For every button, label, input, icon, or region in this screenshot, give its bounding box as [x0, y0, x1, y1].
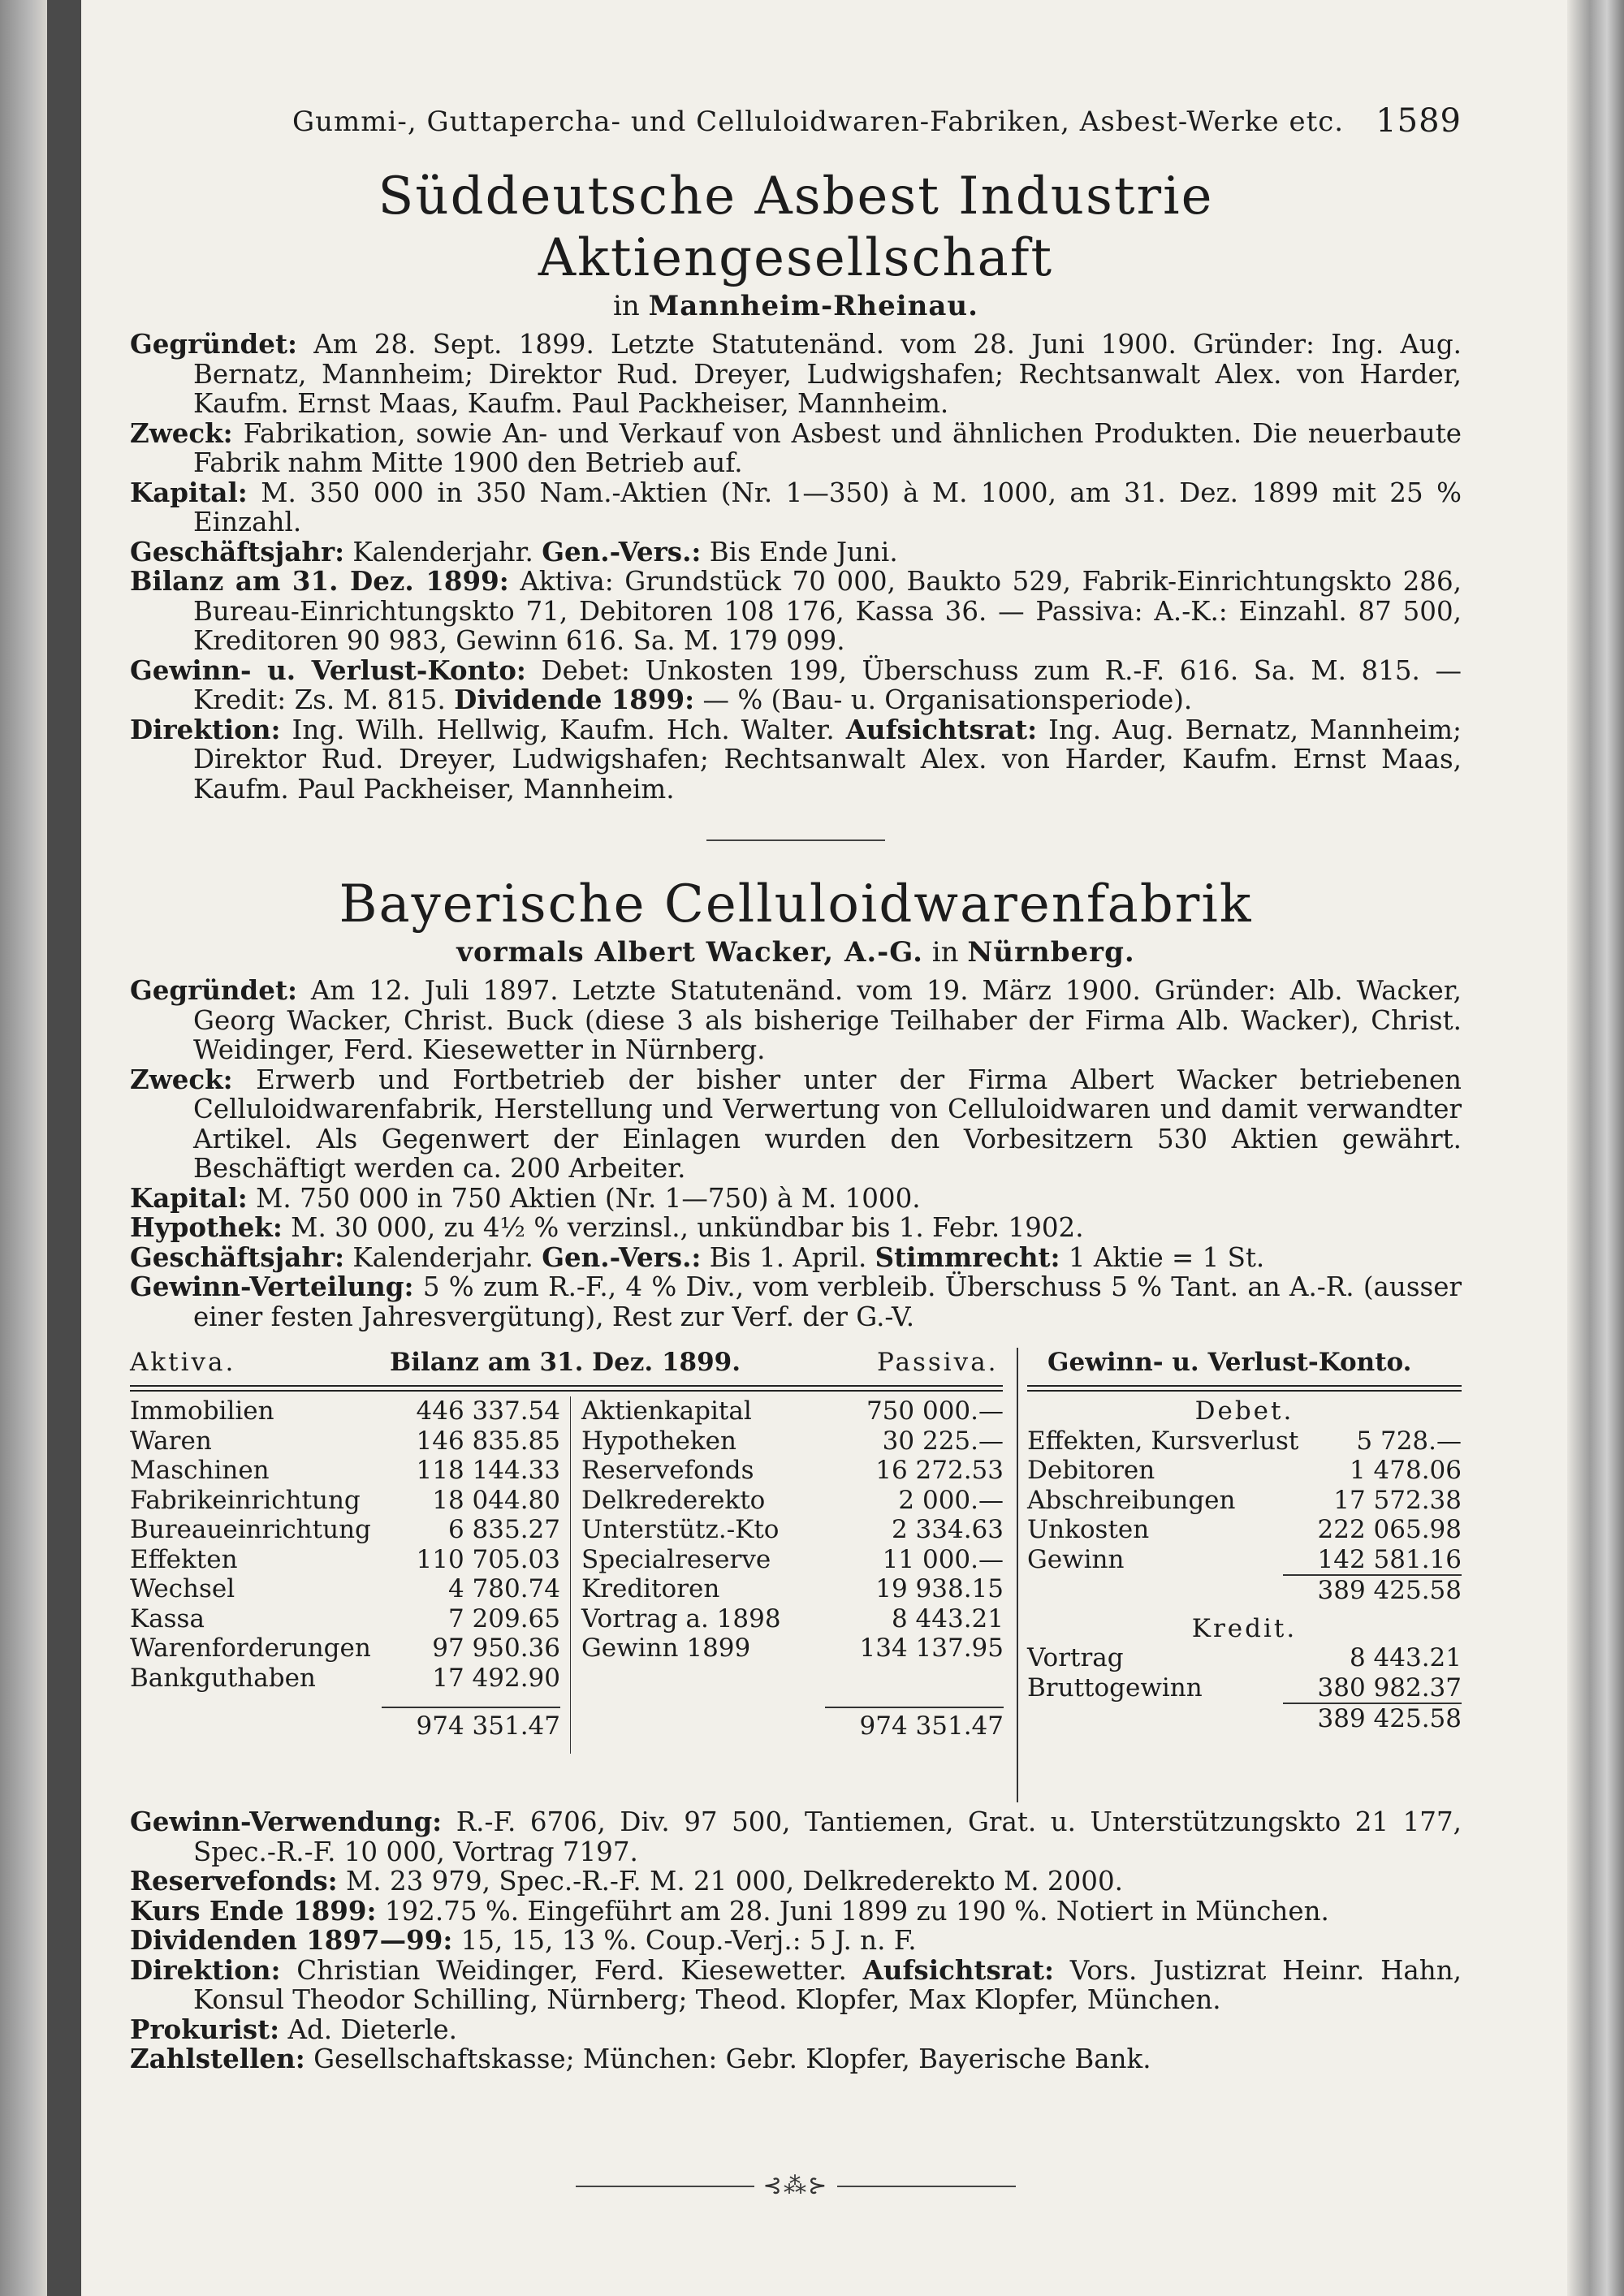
- passiva-row-label: Gewinn 1899: [581, 1634, 751, 1663]
- aktiva-label: Aktiva.: [130, 1348, 236, 1377]
- debet-row-value: 17 572.38: [1333, 1485, 1462, 1515]
- debet-row-label: Gewinn: [1027, 1544, 1125, 1574]
- binding-shadow-right: [1567, 0, 1624, 2296]
- passiva-row-value: 750 000.—: [866, 1396, 1004, 1426]
- aktiva-row: [130, 1456, 560, 1486]
- passiva-total: 974 351.47: [859, 1711, 1004, 1741]
- passiva-row-value: 19 938.15: [875, 1574, 1004, 1603]
- debet-row: [1027, 1456, 1462, 1486]
- entry-geschaeftsjahr: Geschäftsjahr: Kalenderjahr. Gen.-Vers.: Bis Ende Juni.: [130, 535, 898, 568]
- debet-row-value: 5 728.—: [1356, 1426, 1462, 1456]
- gv-column: [1027, 1396, 1462, 1734]
- running-header: [130, 97, 1462, 146]
- kredit-label: Kredit.: [1191, 1613, 1298, 1643]
- aktiva-row-label: Wechsel: [130, 1574, 235, 1603]
- balance-header: [130, 1348, 1462, 1380]
- passiva-row-label: Delkrederekto: [581, 1485, 766, 1515]
- entry-kapital: Kapital: M. 350 000 in 350 Nam.-Aktien (Nr. 1—350) à M. 1000, am 31. Dez. 1899 mit 25 % Einzahl.: [130, 476, 1462, 537]
- debet-row-label: Effekten, Kursverlust: [1027, 1426, 1299, 1456]
- aktiva-row-value: 146 835.85: [416, 1426, 560, 1456]
- company1-location: in Mannheim-Rheinau.: [613, 290, 978, 322]
- debet-row: [1027, 1486, 1462, 1516]
- passiva-row-label: Unterstütz.-Kto: [581, 1515, 780, 1544]
- passiva-row: [581, 1545, 1004, 1575]
- binding-shadow-left: [0, 0, 50, 2296]
- aktiva-row: [130, 1396, 560, 1426]
- entry-kurs: Kurs Ende 1899: 192.75 %. Eingeführt am 28. Juni 1899 zu 190 %. Notiert in München.: [130, 1894, 1329, 1927]
- end-ornament: ⊰⁂⊱: [130, 2172, 1462, 2199]
- aktiva-row-label: Maschinen: [130, 1456, 270, 1485]
- passiva-total-row: [581, 1711, 1004, 1741]
- company2-entries: [130, 976, 1462, 1331]
- aktiva-row-value: 6 835.27: [447, 1515, 560, 1544]
- aktiva-row: [130, 1604, 560, 1634]
- passiva-row: [581, 1604, 1004, 1634]
- aktiva-row-label: Effekten: [130, 1544, 238, 1574]
- passiva-row: [581, 1515, 1004, 1545]
- aktiva-row: [130, 1574, 560, 1604]
- aktiva-row: [130, 1634, 560, 1664]
- aktiva-row-value: 4 780.74: [447, 1574, 560, 1603]
- aktiva-row-value: 97 950.36: [432, 1634, 560, 1663]
- company2-title: Bayerische Celluloidwarenfabrik: [339, 874, 1253, 934]
- debet-row: [1027, 1426, 1462, 1457]
- aktiva-row-label: Fabrikeinrichtung: [130, 1485, 361, 1515]
- passiva-row: [581, 1426, 1004, 1457]
- aktiva-row: [130, 1426, 560, 1457]
- entry-prokurist: Prokurist: Ad. Dieterle.: [130, 2013, 457, 2045]
- entry-reservefonds: Reservefonds: M. 23 979, Spec.-R.-F. M. 21 000, Delkrederekto M. 2000.: [130, 1865, 1123, 1897]
- entry-direktion: Direktion: Christian Weidinger, Ferd. Kiesewetter. Aufsichtsrat: Vors. Justizrat Heinr. Hahn, Konsul Theodor Schilling, Nürnberg; Theod. Klopfer, Max Klopfer, München.: [130, 1953, 1462, 2015]
- aktiva-row: [130, 1515, 560, 1545]
- passiva-row-label: Specialreserve: [581, 1544, 771, 1574]
- entry-gewinn-verteilung: Gewinn-Verteilung: 5 % zum R.-F., 4 % Div., vom verbleib. Überschuss 5 % Tant. an A.-R. (ausser einer festen Jahresvergütung), Rest zur Verf. der G.-V.: [130, 1271, 1462, 1332]
- entry-gewinn-verwendung: Gewinn-Verwendung: R.-F. 6706, Div. 97 500, Tantiemen, Grat. u. Unterstützungskto 21 177, Spec.-R.-F. 10 000, Vortrag 7197.: [130, 1806, 1462, 1867]
- debet-label: Debet.: [1194, 1396, 1294, 1426]
- aktiva-row-label: Immobilien: [130, 1396, 274, 1426]
- passiva-row-label: Kreditoren: [581, 1574, 720, 1603]
- debet-total: 389 425.58: [1317, 1576, 1462, 1605]
- kredit-total: 389 425.58: [1317, 1704, 1462, 1733]
- aktiva-row-label: Bureaueinrichtung: [130, 1515, 371, 1544]
- aktiva-column: [130, 1396, 560, 1693]
- entry-zweck: Zweck: Erwerb und Fortbetrieb der bisher unter der Firma Albert Wacker betriebenen Celluloidwarenfabrik, Herstellung und Verwertung von Celluloidwaren und damit verwandter Artikel. Als Gegenwert der Einlagen wurden den Vorbesitzern 530 Aktien gewährt. Beschäftigt werden ca. 200 Arbeiter.: [130, 1063, 1462, 1184]
- passiva-row: [581, 1634, 1004, 1664]
- entry-dividenden: Dividenden 1897—99: 15, 15, 13 %. Coup.-Verj.: 5 J. n. F.: [130, 1924, 917, 1956]
- column-separator: [570, 1396, 571, 1754]
- debet-row-label: Abschreibungen: [1027, 1485, 1236, 1515]
- kredit-row-value: 8 443.21: [1349, 1643, 1462, 1672]
- aktiva-row-value: 118 144.33: [416, 1456, 560, 1485]
- entry-direktion: Direktion: Ing. Wilh. Hellwig, Kaufm. Hch. Walter. Aufsichtsrat: Ing. Aug. Bernatz, Mannheim; Direktor Rud. Dreyer, Ludwigshafen; Rechtsanwalt Alex. von Harder, Kaufm. Ernst Maas, Kaufm. Paul Packheiser, Mannheim.: [130, 713, 1462, 805]
- passiva-row: [581, 1456, 1004, 1486]
- entry-hypothek: Hypothek: M. 30 000, zu 4½ % verzinsl., unkündbar bis 1. Febr. 1902.: [130, 1211, 1084, 1243]
- aktiva-row-value: 17 492.90: [432, 1663, 560, 1693]
- entry-zweck: Zweck: Fabrikation, sowie An- und Verkauf von Asbest und ähnlichen Produkten. Die neuerbaute Fabrik nahm Mitte 1900 den Betrieb auf.: [130, 416, 1462, 478]
- passiva-row-label: Aktienkapital: [581, 1396, 752, 1426]
- passiva-row: [581, 1486, 1004, 1516]
- passiva-row-label: Reservefonds: [581, 1456, 754, 1485]
- aktiva-row-value: 7 209.65: [447, 1603, 560, 1634]
- debet-row: [1027, 1545, 1462, 1575]
- company1-title: Süddeutsche Asbest Industrie Aktiengesellschaft: [378, 166, 1214, 288]
- entry-geschaeftsjahr: Geschäftsjahr: Kalenderjahr. Gen.-Vers.: Bis 1. April. Stimmrecht: 1 Aktie = 1 St.: [130, 1241, 1265, 1273]
- aktiva-row-label: Bankguthaben: [130, 1663, 316, 1693]
- balance-table: [130, 1348, 1462, 1802]
- passiva-row: [581, 1574, 1004, 1604]
- aktiva-row-label: Warenforderungen: [130, 1634, 371, 1663]
- debet-row-label: Unkosten: [1027, 1515, 1150, 1544]
- debet-row-label: Debitoren: [1027, 1456, 1155, 1485]
- entry-gegruendet: Gegründet: Am 12. Juli 1897. Letzte Statutenänd. vom 19. März 1900. Gründer: Alb. Wacker, Georg Wacker, Christ. Buck (diese 3 als bisherige Teilhaber der Firma Alb. Wacker), Christ. Weidinger, Ferd. Kiesewetter in Nürnberg.: [130, 974, 1462, 1065]
- aktiva-row-value: 446 337.54: [416, 1396, 560, 1426]
- aktiva-row-label: Waren: [130, 1426, 212, 1456]
- debet-row-value: 1 478.06: [1349, 1456, 1462, 1485]
- passiva-row: [581, 1396, 1004, 1426]
- aktiva-total: 974 351.47: [416, 1711, 560, 1741]
- passiva-row-value: 11 000.—: [882, 1544, 1004, 1574]
- company1-entries: [130, 330, 1462, 804]
- company2-entries-after: [130, 1807, 1462, 2074]
- entry-gegruendet: Gegründet: Am 28. Sept. 1899. Letzte Statutenänd. vom 28. Juni 1900. Gründer: Ing. Aug. Bernatz, Mannheim; Direktor Rud. Dreyer, Ludwigshafen; Rechtsanwalt Alex. von Harder, Kaufm. Ernst Maas, Kaufm. Paul Packheiser, Mannheim.: [130, 328, 1462, 419]
- aktiva-row-value: 18 044.80: [432, 1485, 560, 1515]
- passiva-column: [581, 1396, 1004, 1664]
- passiva-row-value: 134 137.95: [859, 1634, 1004, 1663]
- aktiva-total-row: [130, 1711, 560, 1741]
- aktiva-row: [130, 1486, 560, 1516]
- passiva-row-value: 2 334.63: [891, 1515, 1004, 1544]
- balance-title: Bilanz am 31. Dez. 1899.: [390, 1348, 741, 1377]
- entry-zahlstellen: Zahlstellen: Gesellschaftskasse; München: Gebr. Klopfer, Bayerische Bank.: [130, 2043, 1151, 2074]
- page-number: 1589: [1376, 102, 1462, 140]
- passiva-row-value: 16 272.53: [875, 1456, 1004, 1485]
- running-header-text: Gummi-, Guttapercha- und Celluloidwaren-Fabriken, Asbest-Werke etc.: [292, 106, 1345, 138]
- debet-row-value: 222 065.98: [1317, 1515, 1462, 1544]
- kredit-row-label: Bruttogewinn: [1027, 1672, 1203, 1703]
- debet-row: [1027, 1515, 1462, 1545]
- entry-kapital: Kapital: M. 750 000 in 750 Aktien (Nr. 1—750) à M. 1000.: [130, 1181, 921, 1214]
- aktiva-row: [130, 1545, 560, 1575]
- passiva-label: Passiva.: [877, 1348, 999, 1377]
- passiva-row-value: 30 225.—: [882, 1426, 1004, 1456]
- company2-subtitle: vormals Albert Wacker, A.-G. in Nürnberg.: [456, 936, 1135, 969]
- entry-bilanz: Bilanz am 31. Dez. 1899: Aktiva: Grundstück 70 000, Baukto 529, Fabrik-Einrichtungskto 286, Bureau-Einrichtungskto 71, Debitoren 108 176, Kassa 36. — Passiva: A.-K.: Einzahl. 87 500, Kreditoren 90 983, Gewinn 616. Sa. M. 179 099.: [130, 565, 1462, 656]
- debet-row-value: 142 581.16: [1317, 1544, 1462, 1574]
- entry-gewinn-verlust: Gewinn- u. Verlust-Konto: Debet: Unkosten 199, Überschuss zum R.-F. 616. Sa. M. 815. — Kredit: Zs. M. 815. Dividende 1899: — % (Bau- u. Organisationsperiode).: [130, 654, 1462, 715]
- kredit-row: [1027, 1643, 1462, 1673]
- passiva-row-value: 2 000.—: [898, 1485, 1004, 1515]
- column-separator: [1017, 1348, 1018, 1802]
- aktiva-row-value: 110 705.03: [416, 1544, 560, 1574]
- kredit-row-label: Vortrag: [1027, 1643, 1124, 1672]
- passiva-row-label: Vortrag a. 1898: [581, 1603, 781, 1634]
- page-content: [130, 97, 1462, 2199]
- aktiva-row-label: Kassa: [130, 1603, 205, 1634]
- kredit-row-value: 380 982.37: [1317, 1672, 1462, 1703]
- aktiva-row: [130, 1664, 560, 1694]
- kredit-row: [1027, 1673, 1462, 1703]
- passiva-row-value: 8 443.21: [891, 1603, 1004, 1634]
- section-divider: [706, 839, 885, 841]
- passiva-row-label: Hypotheken: [581, 1426, 736, 1456]
- gv-title: Gewinn- u. Verlust-Konto.: [1047, 1348, 1412, 1377]
